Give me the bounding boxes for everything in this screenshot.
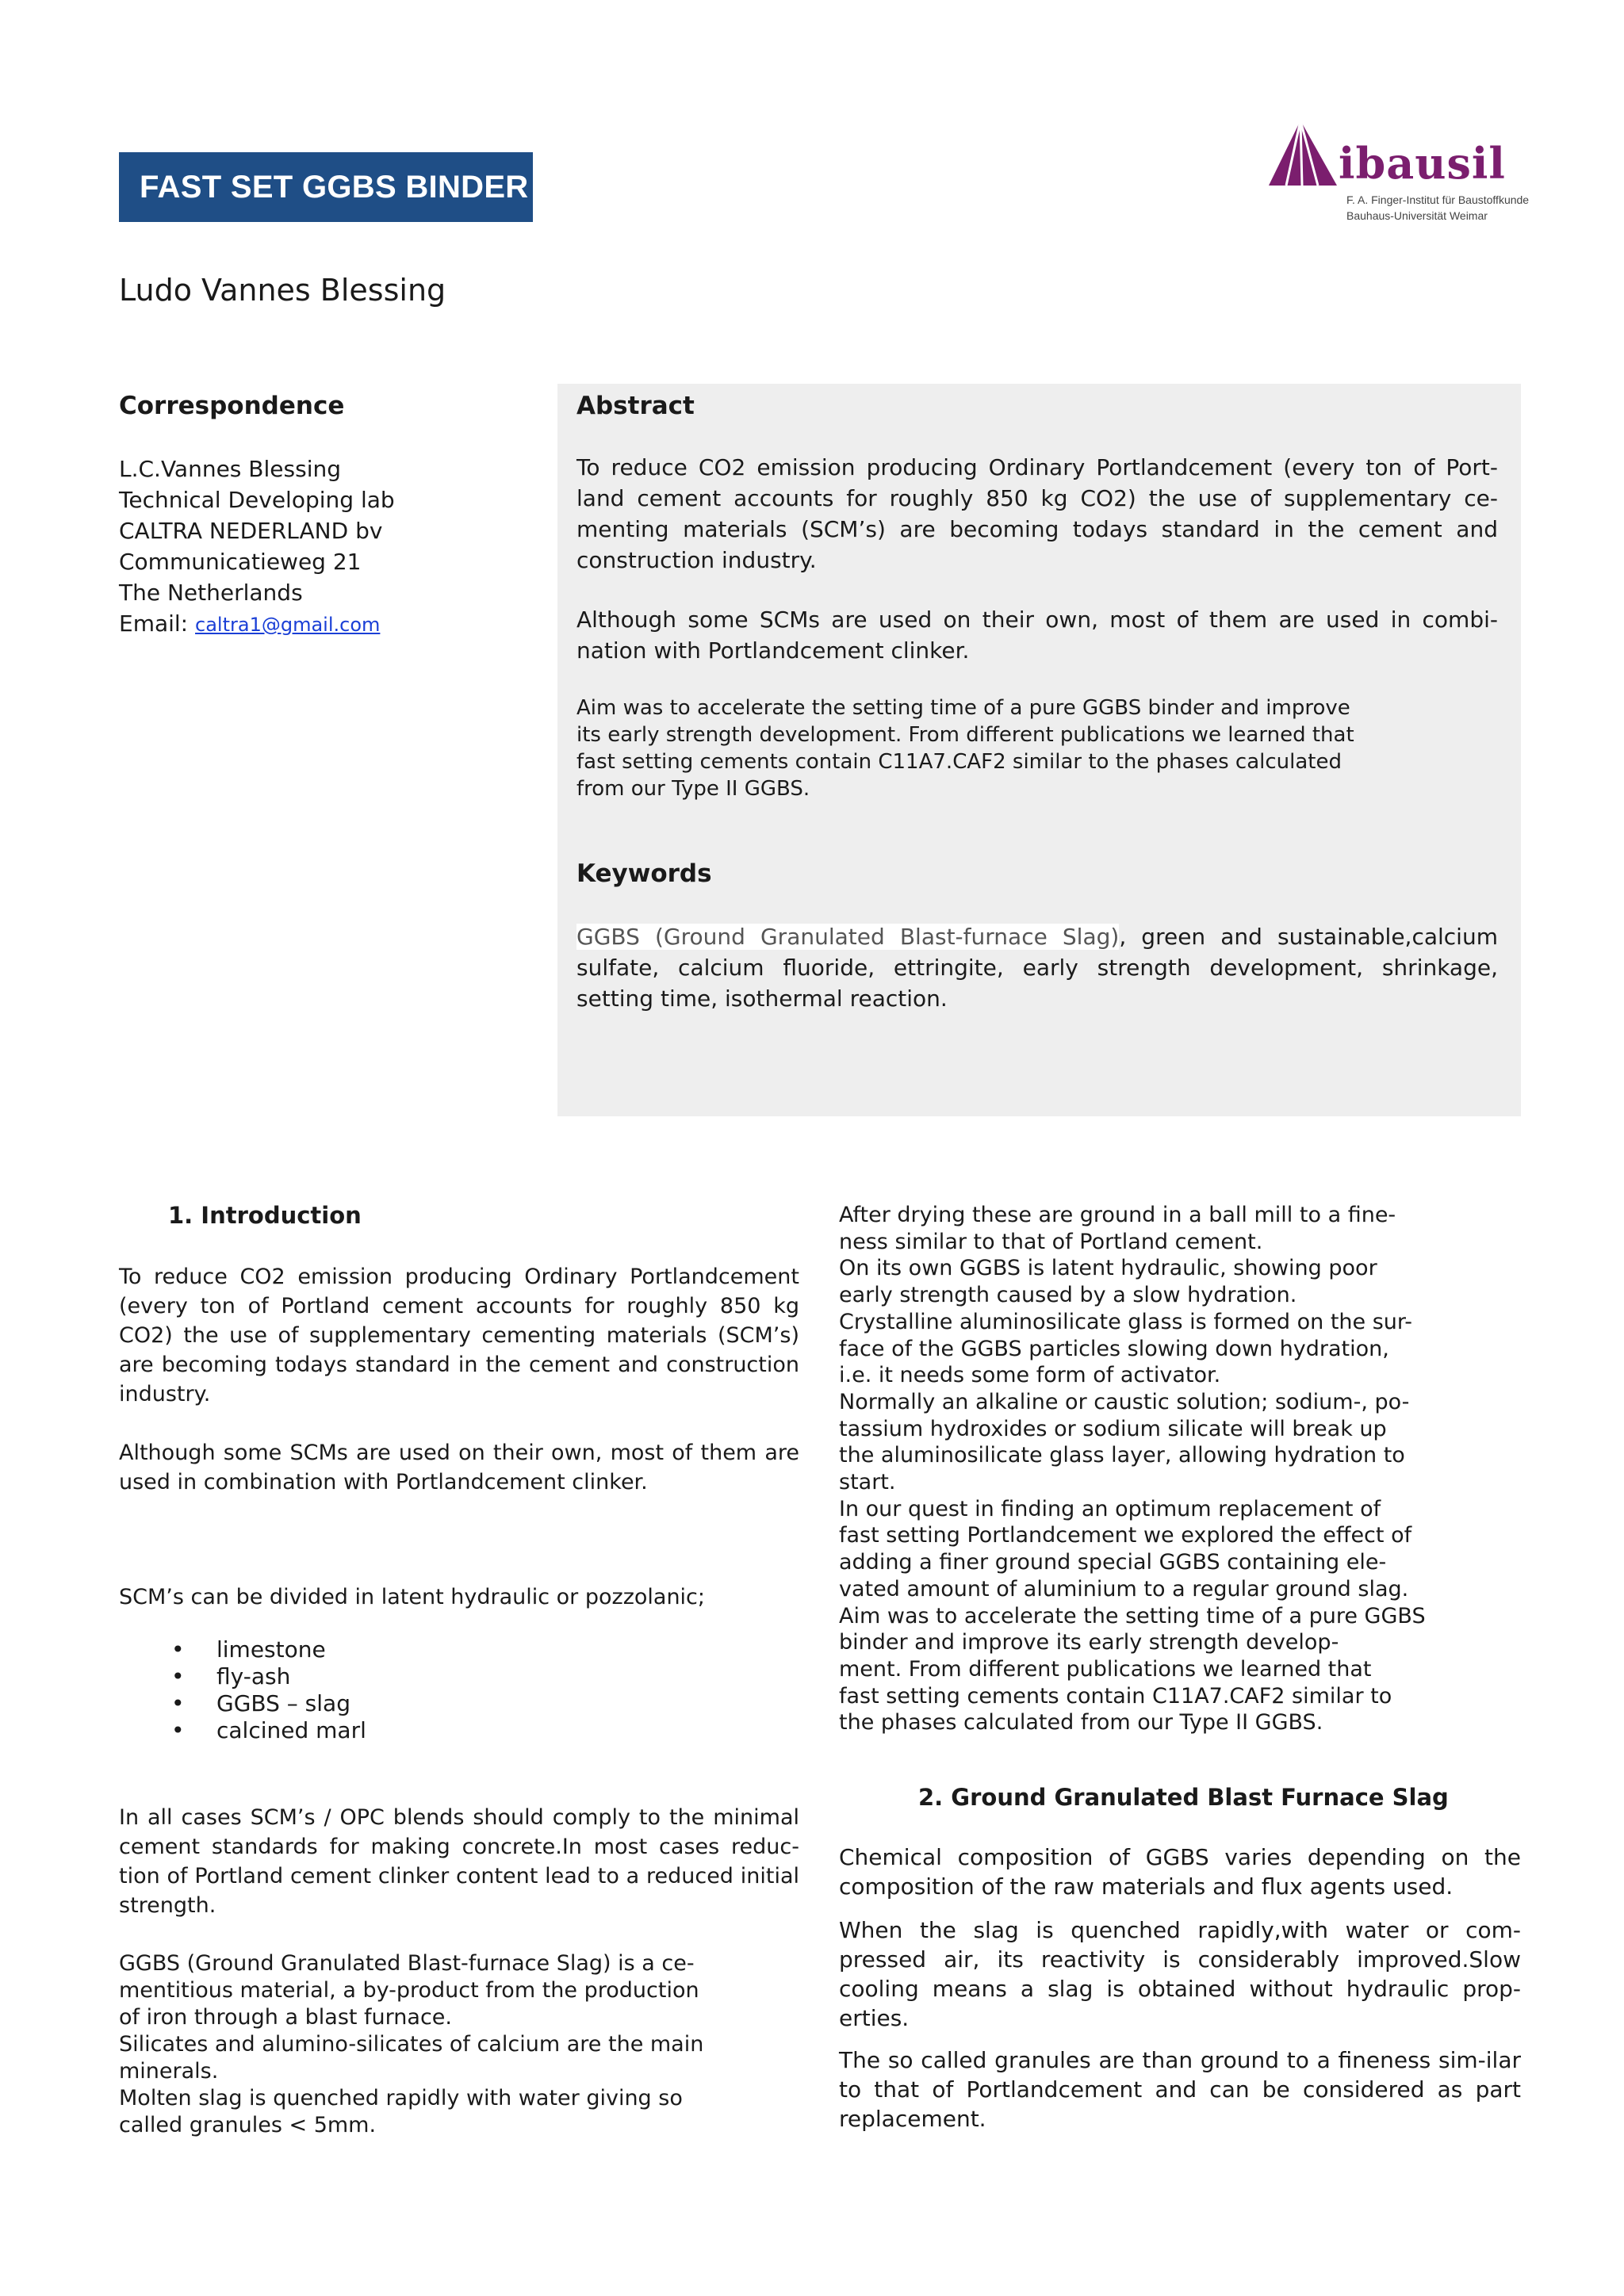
correspondence-address <box>119 453 395 641</box>
bullet-icon: • <box>171 1663 185 1689</box>
title-banner: FAST SET GGBS BINDER <box>119 152 533 222</box>
text-line: GGBS (Ground Granulated Blast-furnace Slag) is a ce- <box>119 1951 695 1976</box>
text-line: Silicates and alumino-silicates of calcium are the main <box>119 2032 704 2057</box>
section2-paragraph: The so called granules are than ground to a fineness sim-ilar to that of Portlandcement and can be considered as part replacement. <box>839 2047 1521 2132</box>
list-item: • fly-ash <box>171 1663 291 1689</box>
address-line: L.C.Vannes Blessing <box>119 456 341 482</box>
keywords-text <box>576 921 1498 1014</box>
text-line: adding a finer ground special GGBS containing ele- <box>839 1550 1387 1575</box>
list-item: • GGBS – slag <box>171 1690 350 1716</box>
address-line: CALTRA NEDERLAND bv <box>119 518 383 544</box>
address-line: Communicatieweg 21 <box>119 549 362 575</box>
text-line: Aim was to accelerate the setting time of a pure GGBS binder and improve <box>576 696 1350 720</box>
scm-bullet-list <box>119 1636 799 1744</box>
text-line: fast setting cements contain C11A7.CAF2 similar to the phases calculated <box>576 750 1342 774</box>
abstract-heading: Abstract <box>576 392 695 420</box>
bullet-icon: • <box>171 1636 185 1663</box>
intro-paragraph: SCM’s can be divided in latent hydraulic or pozzolanic; <box>119 1585 705 1609</box>
email-row <box>119 608 395 641</box>
text-line: early strength caused by a slow hydration. <box>839 1283 1297 1308</box>
correspondence-heading: Correspondence <box>119 392 345 420</box>
list-item: • calcined marl <box>171 1717 366 1743</box>
text-line: called granules < 5mm. <box>119 2113 377 2137</box>
abstract-paragraph: Although some SCMs are used on their own, most of them are used in combi-nation with Portlandcement clinker. <box>576 607 1498 664</box>
ibausil-logo <box>1269 117 1530 228</box>
abstract-paragraph: To reduce CO2 emission producing Ordinary Portlandcement (every ton of Port-land cement accounts for roughly 850 kg CO2) the use of supplementary ce-menting materials (SCM’s) are becoming todays standard in the cement and construction industry. <box>576 454 1498 573</box>
text-line: mentitious material, a by-product from the production <box>119 1978 699 2003</box>
section2-paragraph: Chemical composition of GGBS varies depending on the composition of the raw materials and flux agents used. <box>839 1844 1521 1900</box>
section2-heading: 2. Ground Granulated Blast Furnace Slag <box>918 1784 1449 1811</box>
logo-wordmark: ibausil <box>1339 138 1506 189</box>
text-line: of iron through a blast furnace. <box>119 2005 452 2030</box>
right-column-text <box>839 1202 1521 1736</box>
intro-paragraph: In all cases SCM’s / OPC blends should comply to the minimal cement standards for making concrete.In most cases reduc-tion of Portland cement clinker content lead to a reduced initial strength. <box>119 1805 799 1918</box>
text-line: ment. From different publications we learned that <box>839 1656 1372 1682</box>
list-item: • limestone <box>171 1636 326 1663</box>
text-line: Aim was to accelerate the setting time of a pure GGBS <box>839 1603 1426 1628</box>
section2-paragraph: When the slag is quenched rapidly,with water or com-pressed air, its reactivity is considerably improved.Slow cooling means a slag is obtained without hydraulic prop-erties. <box>839 1917 1521 2031</box>
logo-institute-line: F. A. Finger-Institut für Baustoffkunde <box>1346 193 1530 206</box>
address-line: The Netherlands <box>119 580 303 606</box>
address-line: Technical Developing lab <box>119 487 395 513</box>
text-line: On its own GGBS is latent hydraulic, showing poor <box>839 1256 1377 1281</box>
ggbs-description <box>119 1950 799 2139</box>
author-name: Ludo Vannes Blessing <box>119 273 446 308</box>
text-line: its early strength development. From different publications we learned that <box>576 723 1354 747</box>
text-line: tassium hydroxides or sodium silicate will break up <box>839 1416 1387 1441</box>
logo-university-line: Bauhaus-Universität Weimar <box>1346 209 1488 222</box>
text-line: the aluminosilicate glass layer, allowing hydration to <box>839 1443 1405 1468</box>
text-line: face of the GGBS particles slowing down hydration, <box>839 1336 1389 1361</box>
text-line: After drying these are ground in a ball mill to a fine- <box>839 1203 1396 1227</box>
text-line: vated amount of aluminium to a regular ground slag. <box>839 1576 1409 1601</box>
text-line: ness similar to that of Portland cement. <box>839 1229 1263 1254</box>
keywords-highlight: GGBS (Ground Granulated Blast-furnace Slag) <box>576 924 1120 950</box>
text-line: from our Type II GGBS. <box>576 777 810 801</box>
text-line: i.e. it needs some form of activator. <box>839 1363 1221 1388</box>
intro-paragraph: Although some SCMs are used on their own, most of them are used in combination with Portlandcement clinker. <box>119 1441 799 1494</box>
text-line: Crystalline aluminosilicate glass is formed on the sur- <box>839 1309 1413 1334</box>
abstract-aim-paragraph <box>576 695 1498 802</box>
text-line: fast setting cements contain C11A7.CAF2 similar to <box>839 1683 1392 1709</box>
keywords-rest: , green and sustainable,calcium sulfate, calcium fluoride, ettringite, early strength development, shrinkage, setting time, isothermal reaction. <box>576 924 1498 1012</box>
text-line: binder and improve its early strength develop- <box>839 1630 1339 1655</box>
bullet-icon: • <box>171 1690 185 1716</box>
bullet-icon: • <box>171 1717 185 1743</box>
intro-heading: 1. Introduction <box>168 1202 362 1229</box>
text-line: Molten slag is quenched rapidly with water giving so <box>119 2086 683 2110</box>
text-line: In our quest in finding an optimum replacement of <box>839 1496 1381 1521</box>
email-label: Email: <box>119 610 189 637</box>
text-line: start. <box>839 1470 896 1495</box>
abstract-box <box>557 384 1521 1116</box>
email-link[interactable]: caltra1@gmail.com <box>195 614 381 636</box>
text-line: minerals. <box>119 2059 219 2084</box>
logo-triangle-icon <box>1269 117 1337 189</box>
keywords-heading: Keywords <box>576 859 712 888</box>
text-line: Normally an alkaline or caustic solution; sodium-, po- <box>839 1389 1410 1414</box>
intro-paragraph: To reduce CO2 emission producing Ordinary Portlandcement (every ton of Portland cement accounts for roughly 850 kg CO2) the use of supplementary cementing materials (SCM’s) are becoming todays standard in the cement and construction industry. <box>119 1265 799 1406</box>
text-line: the phases calculated from our Type II GGBS. <box>839 1710 1323 1735</box>
text-line: fast setting Portlandcement we explored the effect of <box>839 1523 1412 1548</box>
